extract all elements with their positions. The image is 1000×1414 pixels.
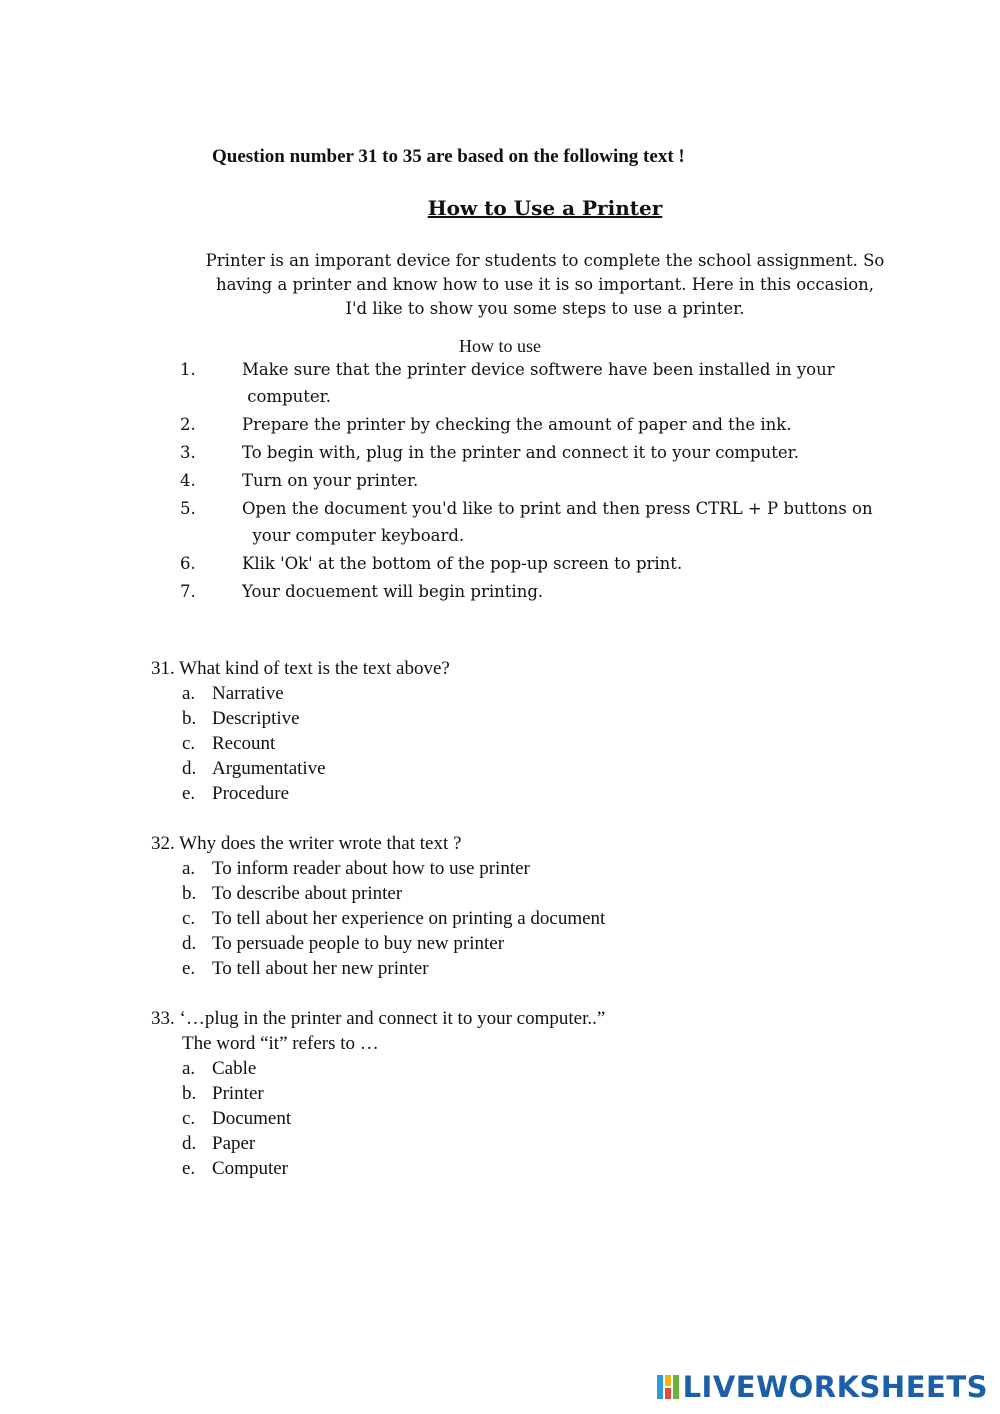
step-number: 6. [180,554,196,573]
answer-option[interactable] [151,931,951,956]
step-text [242,495,900,549]
step-number: 3. [180,443,196,462]
step-text-line: Make sure that the printer device softwere have been installed in your [242,360,835,379]
option-text: Recount [212,733,276,754]
text-title: How to Use a Printer [427,196,663,220]
option-text: To tell about her new printer [212,958,429,979]
step-text [242,467,900,494]
question-stem: 32. Why does the writer wrote that text ? [151,833,462,854]
step-number: 1. [180,360,196,379]
step-number: 5. [180,499,196,518]
answer-option[interactable] [151,756,951,781]
option-letter: e. [182,783,196,804]
answer-option[interactable] [151,956,951,981]
logo-text: LIVEWORKSHEETS [682,1370,988,1404]
answer-option[interactable] [151,731,951,756]
option-text: To inform reader about how to use printer [212,858,530,879]
answer-option[interactable] [151,1156,951,1181]
question-block [151,656,951,806]
answer-option[interactable] [151,1131,951,1156]
answer-option[interactable] [151,781,951,806]
answer-option[interactable] [151,681,951,706]
option-text: Document [212,1108,292,1129]
step-number: 4. [180,471,196,490]
steps-list [180,356,900,606]
option-letter: b. [182,1083,197,1104]
answer-option[interactable] [151,1106,951,1131]
question-stem: 31. What kind of text is the text above? [151,658,450,679]
option-text: To tell about her experience on printing a document [212,908,606,929]
option-letter: d. [182,1133,197,1154]
step-item [180,550,900,577]
step-item [180,495,900,549]
option-text: Narrative [212,683,284,704]
option-text: Computer [212,1158,288,1179]
step-item [180,411,900,438]
answer-option[interactable] [151,856,951,881]
step-text [242,439,900,466]
step-item [180,439,900,466]
questions-section [151,656,951,1206]
option-letter: e. [182,1158,196,1179]
option-text: Paper [212,1133,256,1154]
step-text-line: Your docuement will begin printing. [242,582,544,601]
step-text-line: Open the document you'd like to print and then press CTRL + P buttons on [242,499,873,518]
option-letter: a. [182,1058,196,1079]
question-subtext: The word “it” refers to … [182,1033,379,1054]
option-text: Argumentative [212,758,326,779]
option-letter: a. [182,683,196,704]
answer-option[interactable] [151,881,951,906]
step-item [180,467,900,494]
step-number: 2. [180,415,196,434]
intro-instruction: Question number 31 to 35 are based on the following text ! [212,146,685,167]
how-to-use-heading: How to use [459,336,541,356]
option-text: Printer [212,1083,264,1104]
option-letter: c. [182,1108,196,1129]
step-text-line: Klik 'Ok' at the bottom of the pop-up screen to print. [242,554,683,573]
option-letter: a. [182,858,196,879]
step-text [242,411,900,438]
step-text [242,578,900,605]
answer-option[interactable] [151,1056,951,1081]
option-text: To persuade people to buy new printer [212,933,505,954]
step-number: 7. [180,582,196,601]
liveworksheets-logo [657,1370,988,1404]
question-block [151,1006,951,1181]
option-text: Descriptive [212,708,300,729]
liveworksheets-logo-icon [657,1375,679,1399]
step-text-line: your computer keyboard. [242,526,465,545]
answer-option[interactable] [151,906,951,931]
question-block [151,831,951,981]
answer-option[interactable] [151,1081,951,1106]
option-letter: b. [182,883,197,904]
step-text-line: computer. [242,387,331,406]
option-letter: c. [182,733,196,754]
step-text-line: Prepare the printer by checking the amount of paper and the ink. [242,415,792,434]
answer-option[interactable] [151,706,951,731]
step-text-line: To begin with, plug in the printer and connect it to your computer. [242,443,799,462]
option-letter: b. [182,708,197,729]
option-text: To describe about printer [212,883,403,904]
step-text-line: Turn on your printer. [242,471,419,490]
step-text [242,356,900,410]
option-letter: c. [182,908,196,929]
option-letter: d. [182,933,197,954]
step-item [180,578,900,605]
question-stem: 33. ‘…plug in the printer and connect it to your computer..” [151,1008,606,1029]
intro-paragraph: Printer is an imporant device for students to complete the school assignment. So having a printer and know how to use it is so important. Here in this occasion, I'd like to show you some steps to use a printer. [205,251,885,318]
option-text: Cable [212,1058,257,1079]
option-letter: d. [182,758,197,779]
option-letter: e. [182,958,196,979]
option-text: Procedure [212,783,290,804]
step-item [180,356,900,410]
step-text [242,550,900,577]
